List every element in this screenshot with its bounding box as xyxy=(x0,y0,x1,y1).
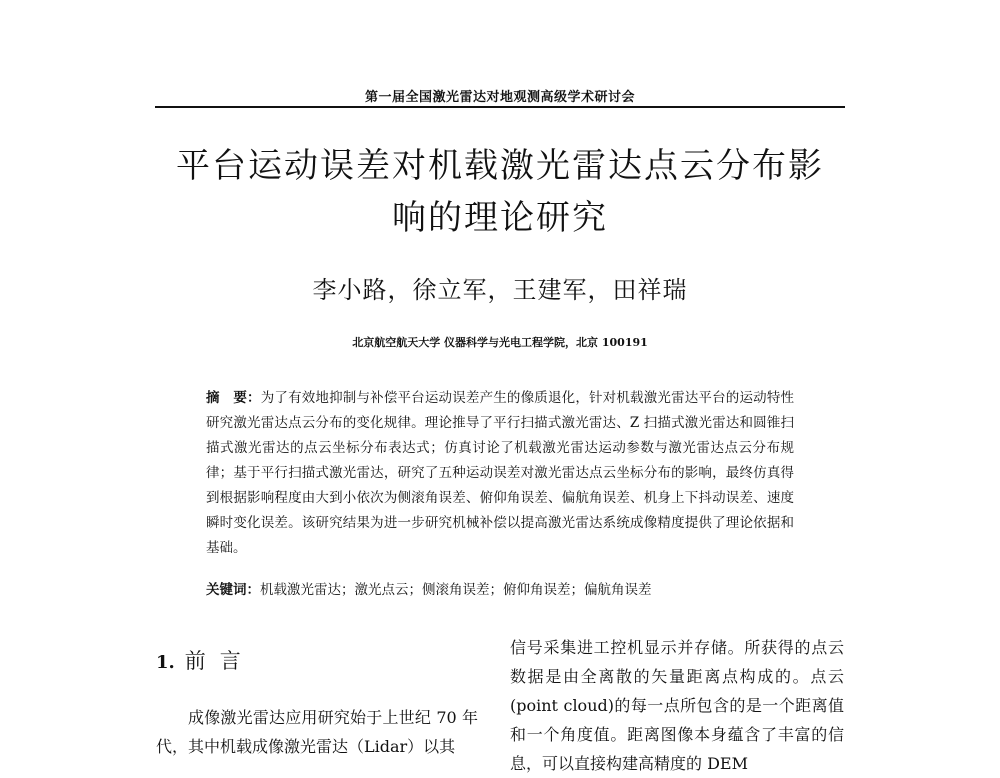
keywords-text: 机载激光雷达；激光点云；侧滚角误差；俯仰角误差；偏航角误差 xyxy=(260,582,652,598)
abstract xyxy=(206,386,794,561)
abstract-label: 摘 要： xyxy=(206,390,261,406)
body-column-right: 信号采集进工控机显示并存储。所获得的点云数据是由全离散的矢量距离点构成的。点云(point cloud)的每一点所包含的是一个距离值和一个角度值。距离图像本身蕴含了丰富的信息，可以直接构建高精度的 DEM xyxy=(510,638,844,773)
keywords-label: 关键词： xyxy=(206,582,260,598)
running-header: 第一届全国激光雷达对地观测高级学术研讨会 xyxy=(364,90,635,105)
title-line-1: 平台运动误差对机载激光雷达点云分布影 xyxy=(176,146,824,186)
affiliation: 北京航空航天大学 仪器科学与光电工程学院，北京 100191 xyxy=(352,336,648,349)
paper-title xyxy=(150,140,850,244)
author-list: 李小路，徐立军，王建军，田祥瑞 xyxy=(312,276,688,304)
section-heading-introduction xyxy=(156,645,255,675)
body-column-left: 成像激光雷达应用研究始于上世纪 70 年代，其中机载成像激光雷达（Lidar）以其 xyxy=(156,708,478,756)
title-line-2: 响的理论研究 xyxy=(392,198,608,238)
section-number: 1. xyxy=(156,652,175,673)
section-title: 前言 xyxy=(184,649,255,673)
keywords xyxy=(206,578,794,603)
header-rule xyxy=(155,106,845,108)
abstract-text: 为了有效地抑制与补偿平台运动误差产生的像质退化，针对机载激光雷达平台的运动特性研究激光雷达点云分布的变化规律。理论推导了平行扫描式激光雷达、Z 扫描式激光雷达和圆锥扫描式激光雷达的点云坐标分布表达式；仿真讨论了机载激光雷达运动参数与激光雷达点云分布规律；基于平行扫描式激光雷达，研究了五种运动误差对激光雷达点云坐标分布的影响，最终仿真得到根据影响程度由大到小依次为侧滚角误差、俯仰角误差、偏航角误差、机身上下抖动误差、速度瞬时变化误差。该研究结果为进一步研究机械补偿以提高激光雷达系统成像精度提供了理论依据和基础。 xyxy=(206,390,795,556)
